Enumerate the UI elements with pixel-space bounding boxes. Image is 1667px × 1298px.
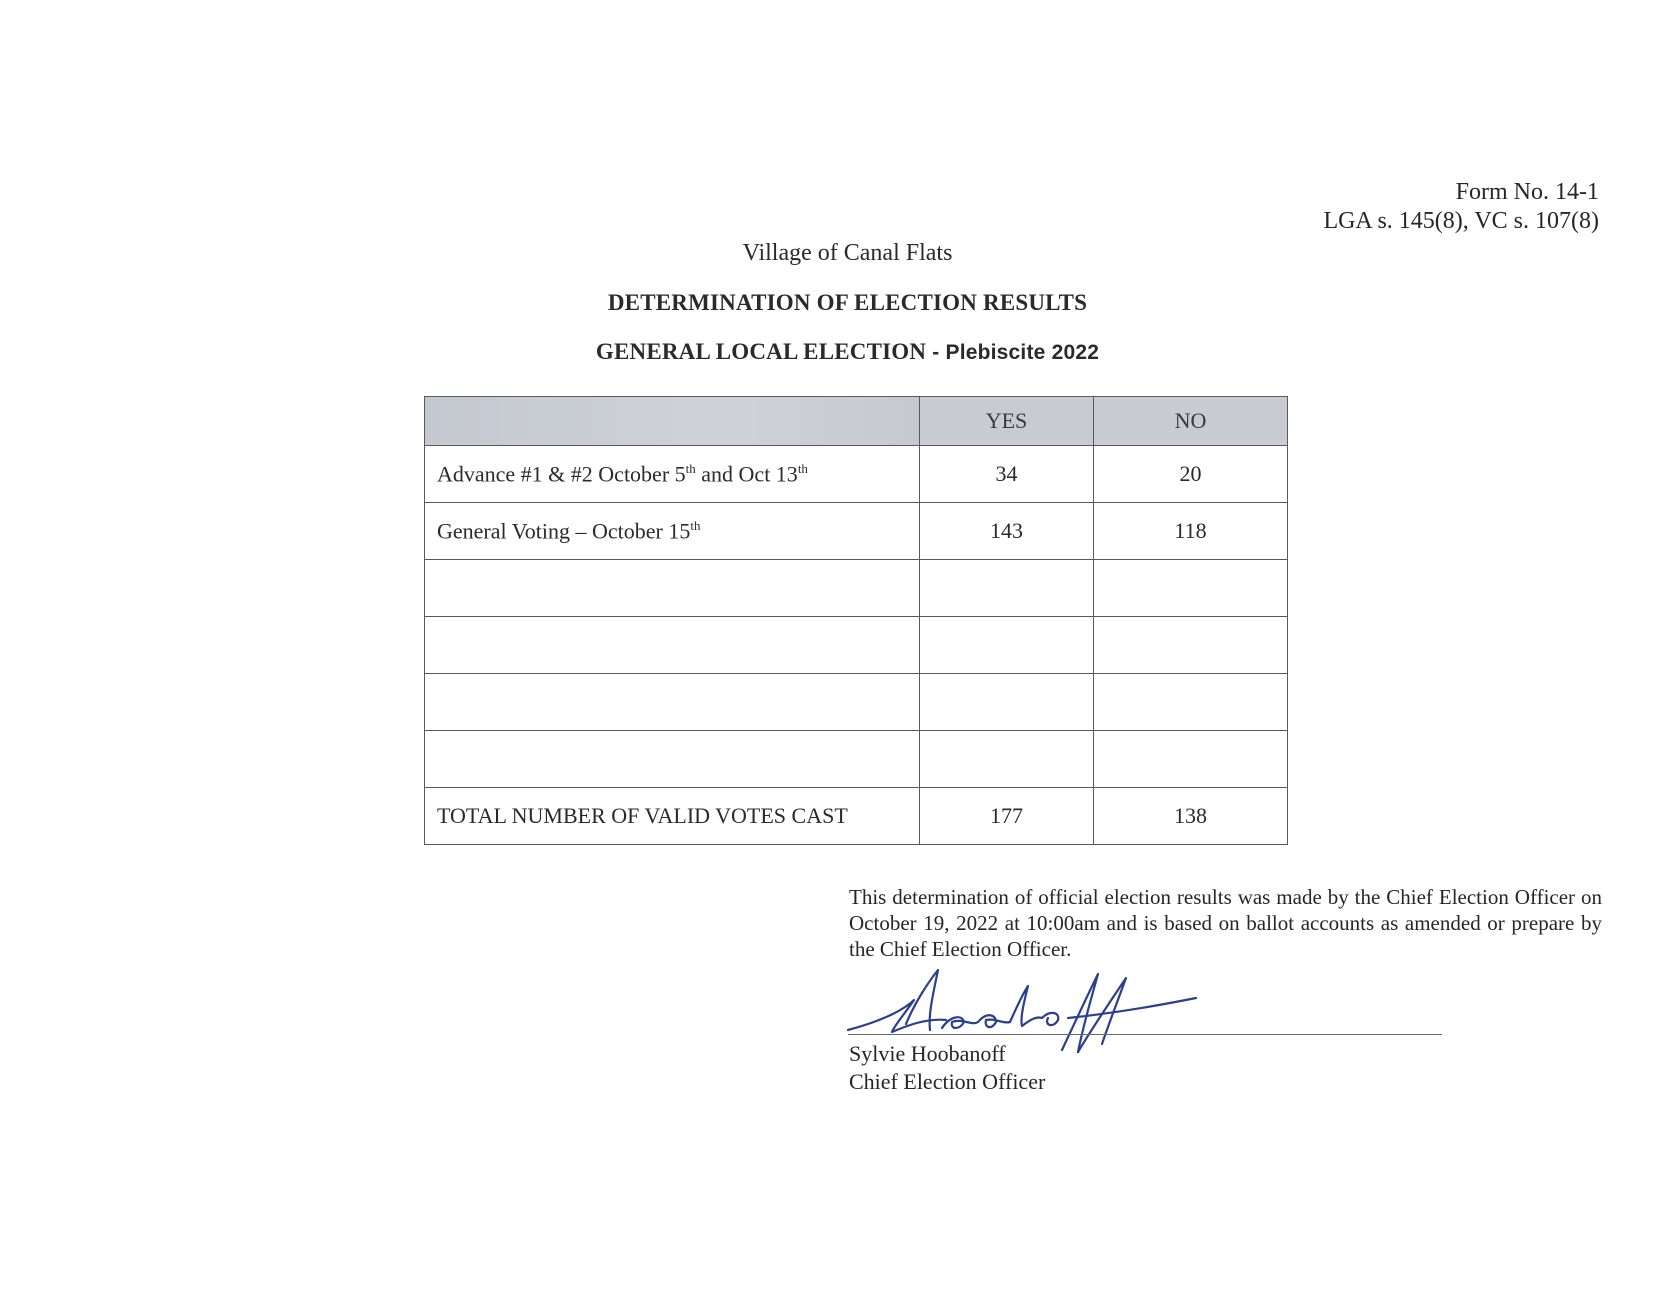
no-count [1094, 674, 1288, 731]
row-label [425, 560, 920, 617]
signature-line [848, 1034, 1442, 1035]
row-label [425, 617, 920, 674]
column-header-no: NO [1094, 397, 1288, 446]
row-label [425, 731, 920, 788]
signer-block [849, 1040, 1045, 1096]
table-header-row [425, 397, 1288, 446]
table-row [425, 674, 1288, 731]
no-count: 20 [1094, 446, 1288, 503]
yes-count [920, 674, 1094, 731]
row-label [425, 674, 920, 731]
row-label: Advance #1 & #2 October 5th and Oct 13th [425, 446, 920, 503]
yes-count: 34 [920, 446, 1094, 503]
municipality-name: Village of Canal Flats [742, 240, 953, 266]
legal-reference: LGA s. 145(8), VC s. 107(8) [1323, 208, 1599, 234]
row-label: General Voting – October 15th [425, 503, 920, 560]
form-reference [1323, 178, 1599, 236]
table-row [425, 731, 1288, 788]
document-title: DETERMINATION OF ELECTION RESULTS [607, 290, 1088, 315]
no-count [1094, 617, 1288, 674]
table-row [425, 617, 1288, 674]
total-no: 138 [1094, 788, 1288, 845]
total-label: TOTAL NUMBER OF VALID VOTES CAST [425, 788, 920, 845]
determination-statement: This determination of official election results was made by the Chief Election Officer on October 19, 2022 at 10:00am and is based on ballot accounts as amended or prepare by the Chief Election Officer. [849, 885, 1602, 961]
yes-count [920, 560, 1094, 617]
no-count [1094, 560, 1288, 617]
total-row [425, 788, 1288, 845]
signer-name: Sylvie Hoobanoff [849, 1041, 1006, 1066]
yes-count: 143 [920, 503, 1094, 560]
table-row [425, 503, 1288, 560]
total-yes: 177 [920, 788, 1094, 845]
subtitle-main: GENERAL LOCAL ELECTION [595, 339, 927, 364]
yes-count [920, 617, 1094, 674]
no-count [1094, 731, 1288, 788]
table-row [425, 560, 1288, 617]
yes-count [920, 731, 1094, 788]
signer-role: Chief Election Officer [849, 1069, 1046, 1094]
subtitle-suffix: - Plebiscite 2022 [926, 341, 1100, 364]
table-row [425, 446, 1288, 503]
results-table [424, 396, 1288, 845]
column-header-yes: YES [920, 397, 1094, 446]
form-number: Form No. 14-1 [1455, 179, 1599, 205]
column-header-blank [425, 397, 920, 446]
no-count: 118 [1094, 503, 1288, 560]
document-subtitle [0, 339, 1667, 365]
